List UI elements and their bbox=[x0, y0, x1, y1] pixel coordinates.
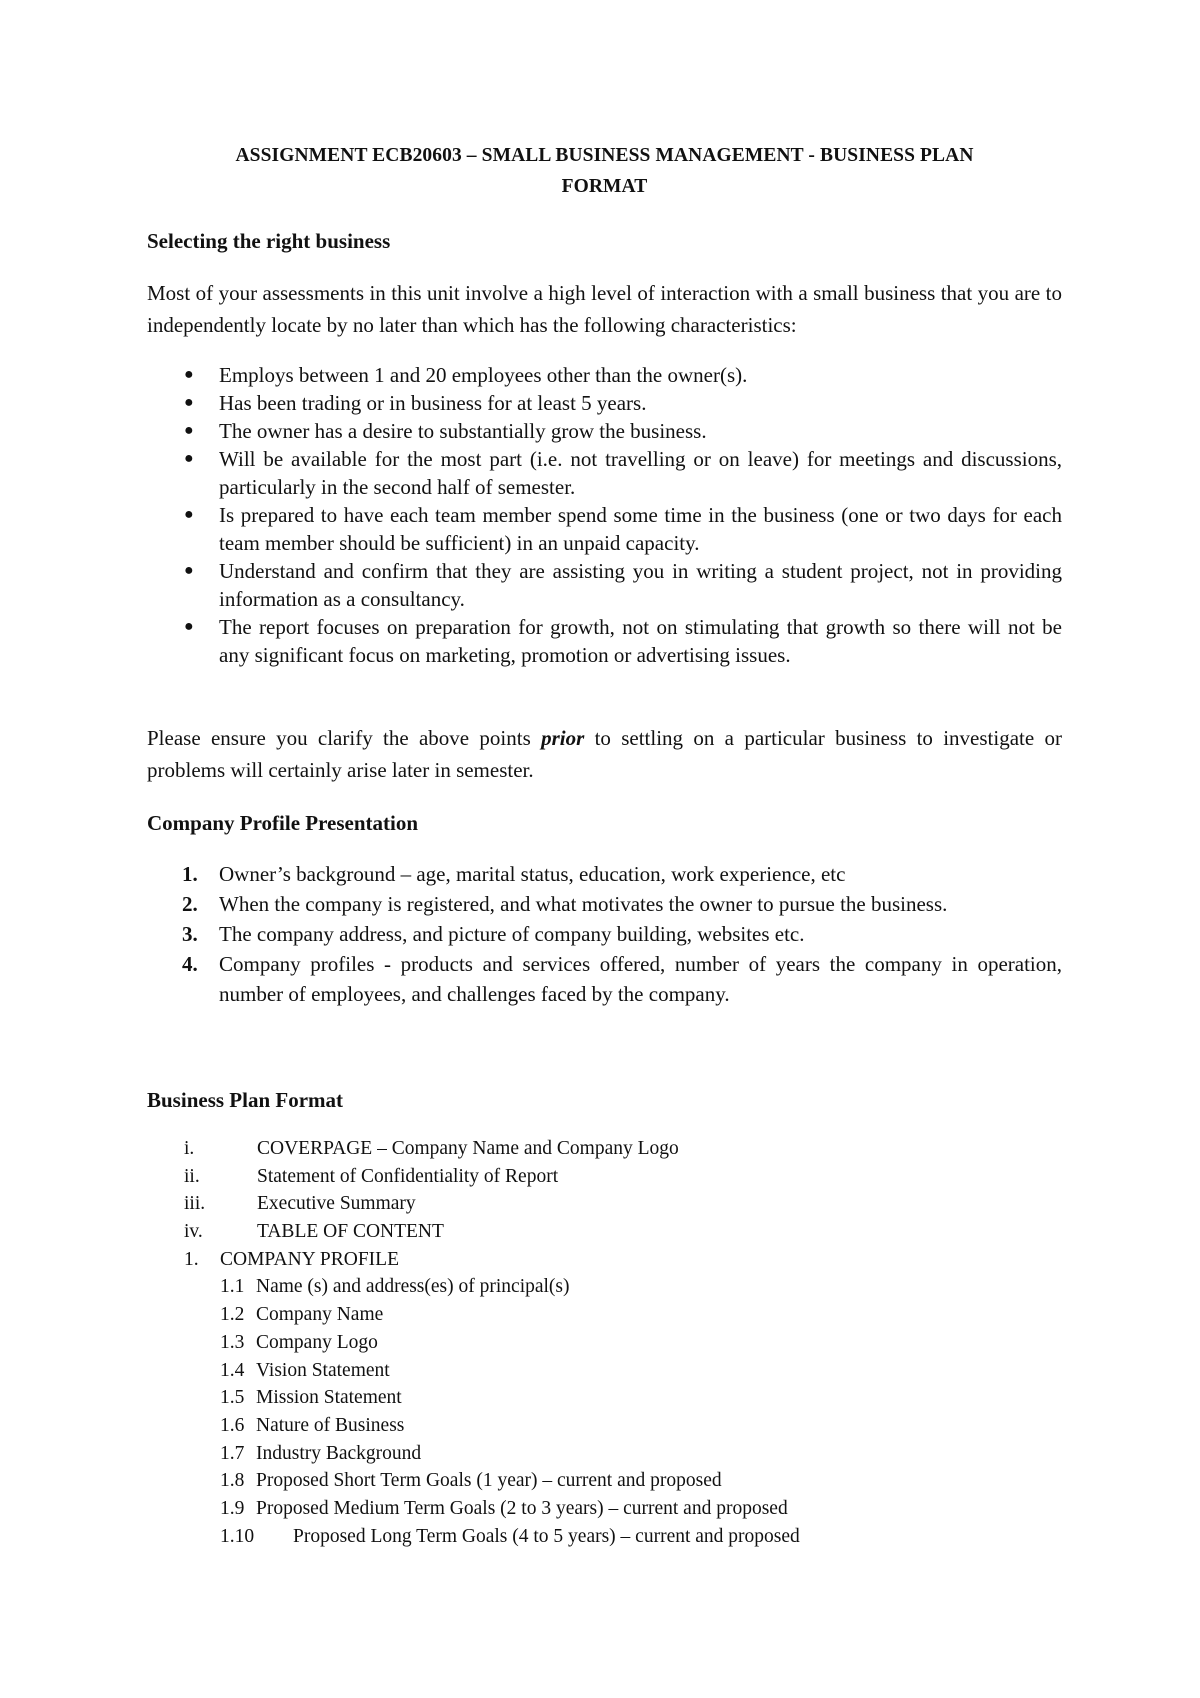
list-item: ● Employs between 1 and 20 employees other than the owner(s). bbox=[184, 363, 748, 387]
characteristics-list bbox=[147, 361, 1062, 669]
list-item: ● Has been trading or in business for at least 5 years. bbox=[184, 391, 647, 415]
bullet-icon: ● bbox=[184, 506, 194, 523]
sub-item: 1.3 Company Logo bbox=[220, 1331, 378, 1353]
bullet-icon: ● bbox=[184, 394, 194, 411]
list-item: ● The owner has a desire to substantially grow the business. bbox=[184, 419, 707, 443]
section-item: 1. COMPANY PROFILE bbox=[184, 1248, 399, 1270]
sub-item: 1.9 Proposed Medium Term Goals (2 to 3 years) – current and proposed bbox=[220, 1497, 788, 1519]
list-item: ● Is prepared to have each team member spend some time in the business (one or two days for each team member should be sufficient) in an unpaid capacity. bbox=[184, 503, 1062, 555]
list-item: 2. When the company is registered, and what motivates the owner to pursue the business. bbox=[182, 892, 948, 916]
sub-item: 1.6 Nature of Business bbox=[220, 1414, 405, 1436]
intro-paragraph: Most of your assessments in this unit involve a high level of interaction with a small business that you are to independently locate by no later than which has the following characteristics: bbox=[147, 281, 1062, 337]
bullet-icon: ● bbox=[184, 366, 194, 383]
heading-company-profile: Company Profile Presentation bbox=[147, 811, 419, 835]
bullet-icon: ● bbox=[184, 450, 194, 467]
sub-item: 1.8 Proposed Short Term Goals (1 year) – current and proposed bbox=[220, 1470, 722, 1492]
list-item: iv. TABLE OF CONTENT bbox=[184, 1221, 444, 1243]
sub-item: 1.4 Vision Statement bbox=[220, 1359, 390, 1381]
sub-item: 1.5 Mission Statement bbox=[220, 1387, 402, 1409]
heading-business-plan: Business Plan Format bbox=[147, 1088, 344, 1112]
bullet-icon: ● bbox=[184, 422, 194, 439]
sub-item: 1.1 Name (s) and address(es) of principal(s) bbox=[220, 1276, 570, 1298]
list-item: ii. Statement of Confidentiality of Report bbox=[184, 1165, 559, 1187]
list-item: 3. The company address, and picture of company building, websites etc. bbox=[182, 922, 805, 946]
bullet-icon: ● bbox=[184, 562, 194, 579]
document-title bbox=[147, 140, 1062, 202]
bullet-icon: ● bbox=[184, 618, 194, 635]
list-item: ● Understand and confirm that they are assisting you in writing a student project, not in providing information as a consultancy. bbox=[184, 559, 1062, 611]
title-line-1: ASSIGNMENT ECB20603 – SMALL BUSINESS MANAGEMENT - BUSINESS PLAN bbox=[235, 145, 974, 166]
profile-list bbox=[147, 859, 1062, 1009]
sub-item: 1.7 Industry Background bbox=[220, 1442, 422, 1464]
business-plan-outline bbox=[147, 1135, 1062, 1550]
list-item: 4. Company profiles - products and services offered, number of years the company in operation, number of employees, and challenges faced by the company. bbox=[182, 952, 1062, 1006]
list-item: ● The report focuses on preparation for growth, not on stimulating that growth so there will not be any significant focus on marketing, promotion or advertising issues. bbox=[184, 615, 1062, 667]
list-item: ● Will be available for the most part (i.e. not travelling or on leave) for meetings and discussions, particularly in the second half of semester. bbox=[184, 447, 1062, 499]
list-item: 1. Owner’s background – age, marital status, education, work experience, etc bbox=[182, 862, 846, 886]
heading-selecting-business: Selecting the right business bbox=[147, 229, 391, 253]
sub-item: 1.2 Company Name bbox=[220, 1304, 384, 1326]
list-item: iii. Executive Summary bbox=[184, 1193, 416, 1215]
emphasis-prior: prior bbox=[541, 726, 585, 750]
clarify-paragraph: Please ensure you clarify the above points prior to settling on a particular business to investigate or problems will certainly arise later in semester. bbox=[147, 726, 1062, 782]
list-item: i. COVERPAGE – Company Name and Company Logo bbox=[184, 1138, 679, 1159]
sub-item: 1.10 Proposed Long Term Goals (4 to 5 years) – current and proposed bbox=[220, 1525, 800, 1547]
title-line-2: FORMAT bbox=[561, 176, 648, 197]
